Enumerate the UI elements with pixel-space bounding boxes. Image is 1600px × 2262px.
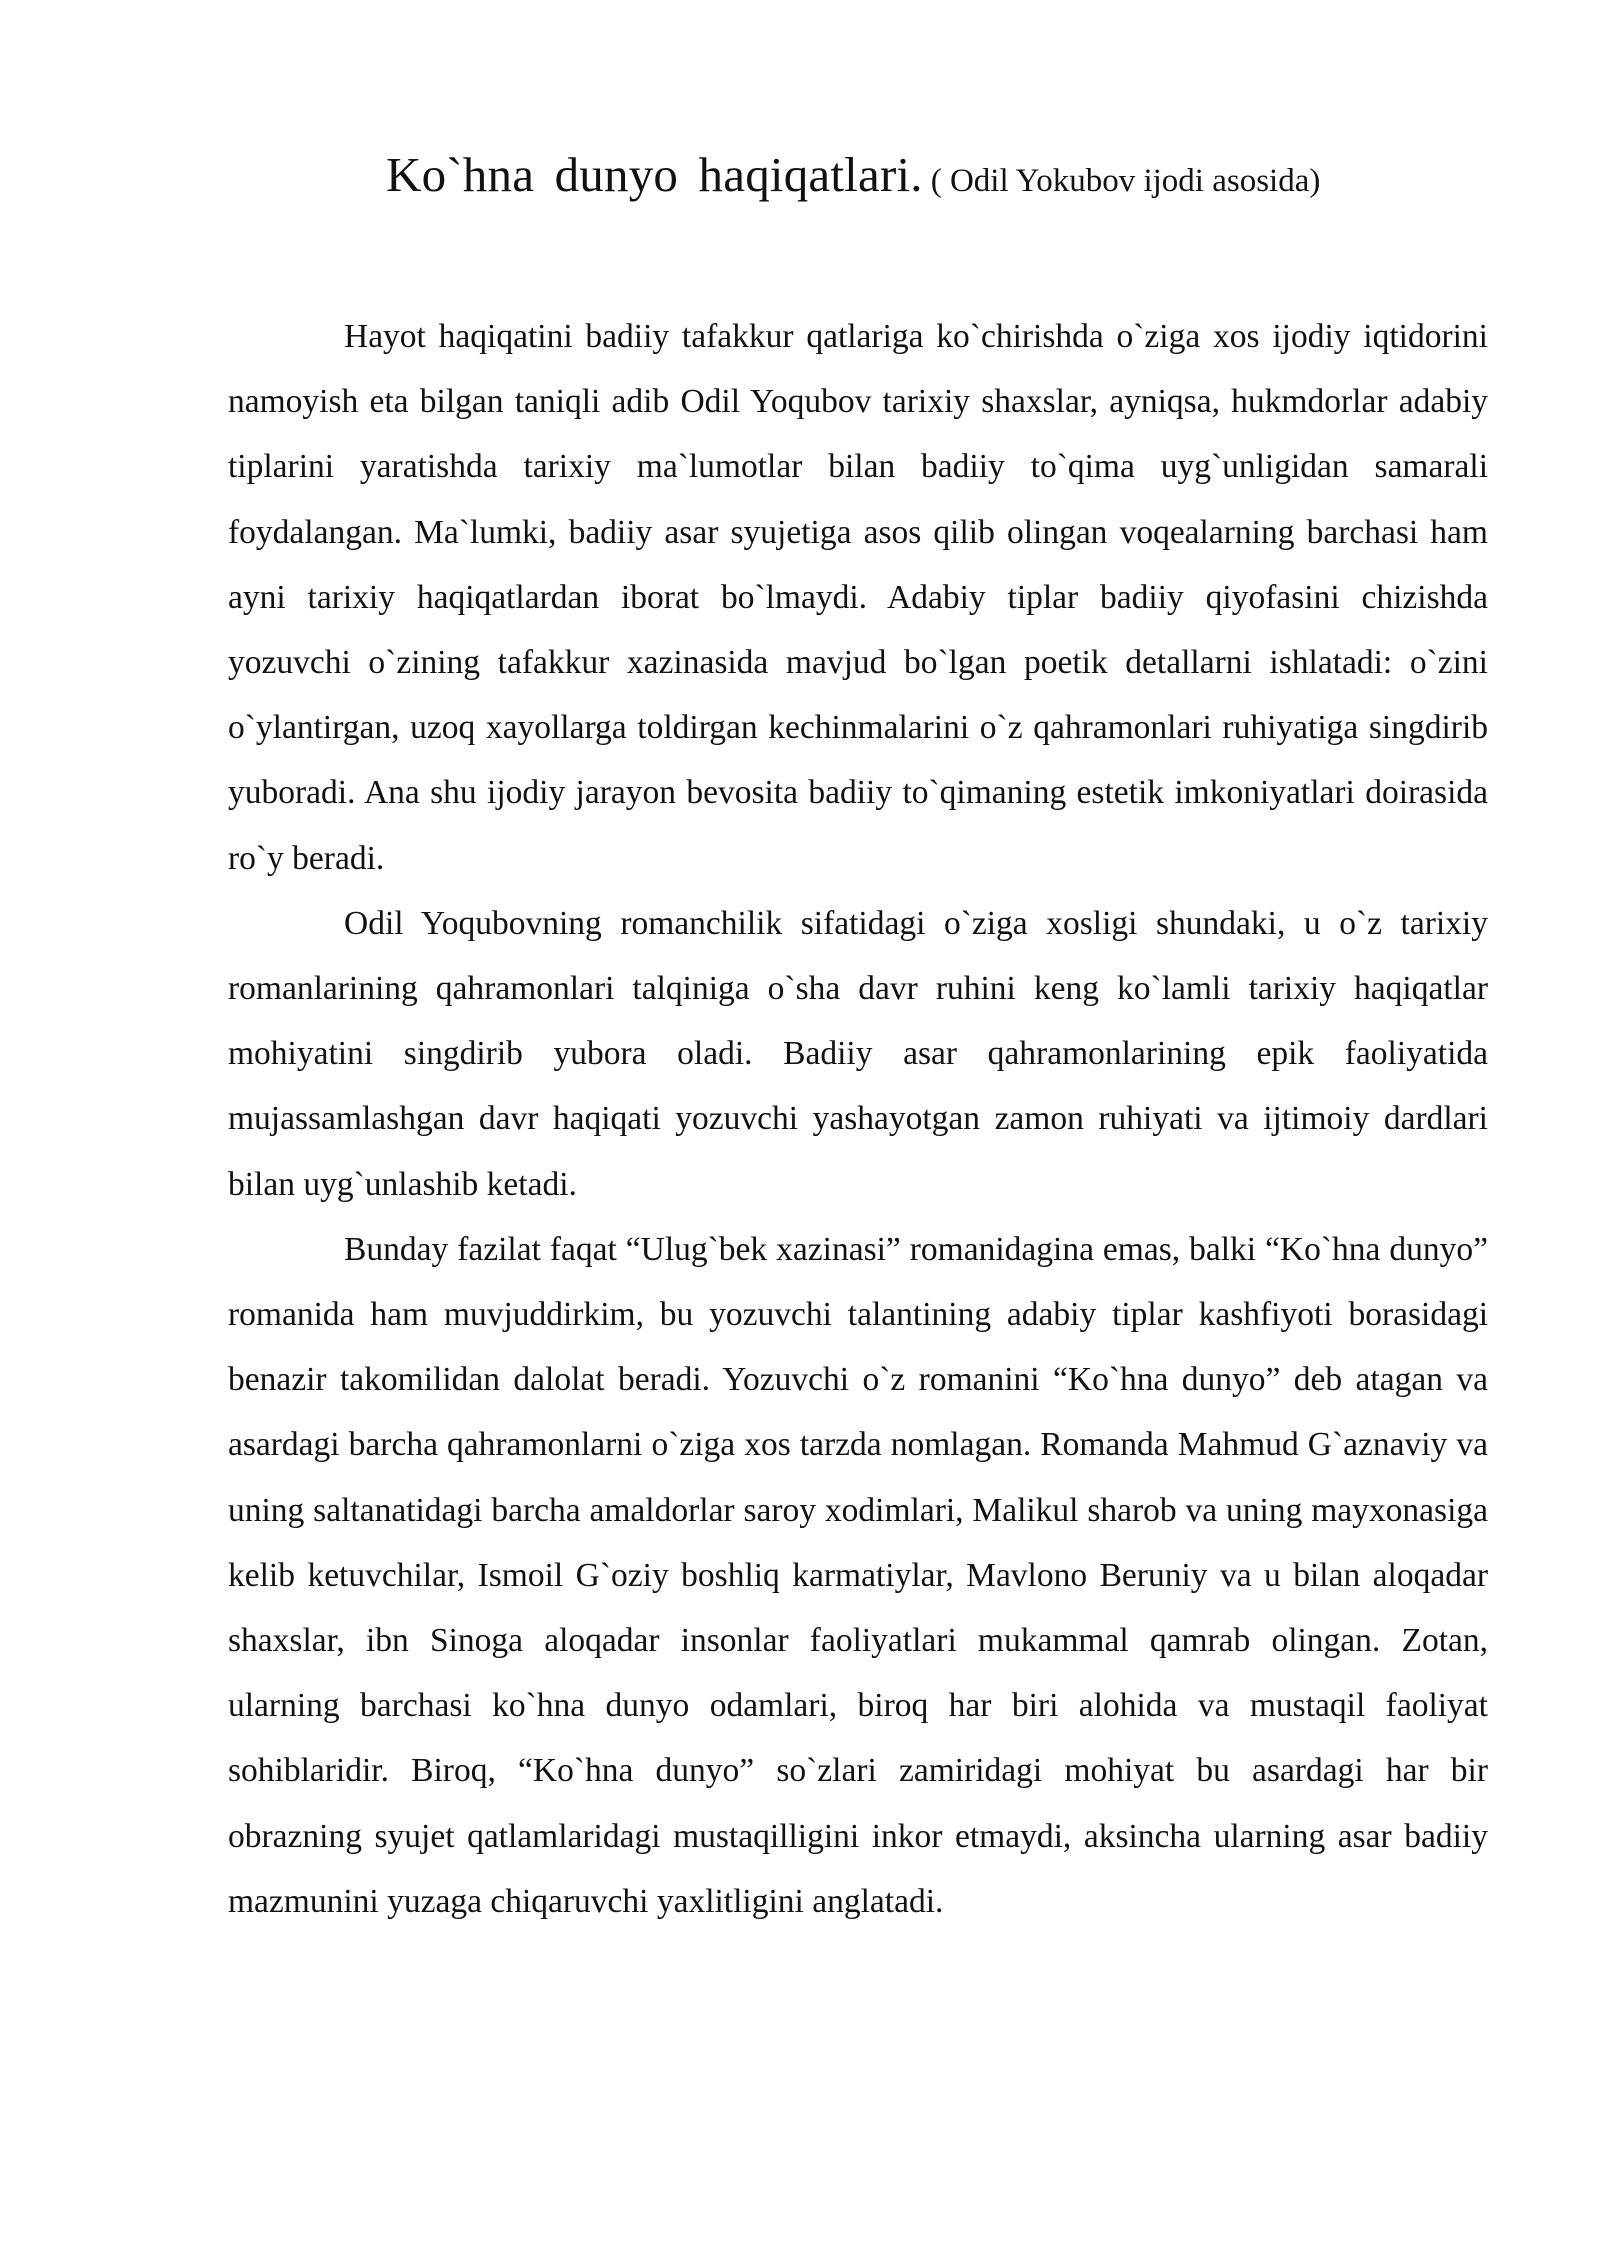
paragraph-3: Bunday fazilat faqat “Ulug`bek xazinasi” romanidagina emas, balki “Ko`hna dunyo” romanida ham muvjuddirkim, bu yozuvchi talantining adabiy tiplar kashfiyoti borasidagi benazir takomilidan dalolat beradi. Yozuvchi o`z romanini “Ko`hna dunyo” deb atagan va asardagi barcha qahramonlarni o`ziga xos tarzda nomlagan. Romanda Mahmud G`aznaviy va uning saltanatidagi barcha amaldorlar saroy xodimlari, Malikul sharob va uning mayxonasiga kelib ketuvchilar, Ismoil G`oziy boshliq karmatiylar, Mavlono Beruniy va u bilan aloqadar shaxslar, ibn Sinoga aloqadar insonlar faoliyatlari mukammal qamrab olingan. Zotan, ularning barchasi ko`hna dunyo odamlari, biroq har biri alohida va mustaqil faoliyat sohiblaridir. Biroq, “Ko`hna dunyo” so`zlari zamiridagi mohiyat bu asardagi har bir obrazning syujet qatlamlaridagi mustaqilligini inkor etmaydi, aksincha ularning asar badiiy mazmunini yuzaga chiqaruvchi yaxlitligini anglatadi.	[228, 1230, 1488, 1920]
paragraph-2: Odil Yoqubovning romanchilik sifatidagi o`ziga xosligi shundaki, u o`z tarixiy romanlarining qahramonlari talqiniga o`sha davr ruhini keng ko`lamli tarixiy haqiqatlar mohiyatini singdirib yubora oladi. Badiiy asar qahramonlarining epik faoliyatida mujassamlashgan davr haqiqati yozuvchi yashayotgan zamon ruhiyati va ijtimoiy dardlari bilan uyg`unlashib ketadi.	[228, 904, 1488, 1203]
title-subtitle: ( Odil Yokubov ijodi asosida)	[930, 163, 1321, 199]
document-body	[228, 304, 1488, 1934]
paragraph-1: Hayot haqiqatini badiiy tafakkur qatlariga ko`chirishda o`ziga xos ijodiy iqtidorini namoyish eta bilgan taniqli adib Odil Yoqubov tarixiy shaxslar, ayniqsa, hukmdorlar adabiy tiplarini yaratishda tarixiy ma`lumotlar bilan badiiy to`qima uyg`unligidan samarali foydalangan. Ma`lumki, badiiy asar syujetiga asos qilib olingan voqealarning barchasi ham ayni tarixiy haqiqatlardan iborat bo`lmaydi. Adabiy tiplar badiiy qiyofasini chizishda yozuvchi o`zining tafakkur xazinasida mavjud bo`lgan poetik detallarni ishlatadi: o`zini o`ylantirgan, uzoq xayollarga toldirgan kechinmalarini o`z qahramonlari ruhiyatiga singdirib yuboradi. Ana shu ijodiy jarayon bevosita badiiy to`qimaning estetik imkoniyatlari doirasida ro`y beradi.	[228, 318, 1488, 877]
title-main: Ko`hna dunyo haqiqatlari.	[386, 147, 923, 202]
document-title	[386, 147, 1321, 202]
